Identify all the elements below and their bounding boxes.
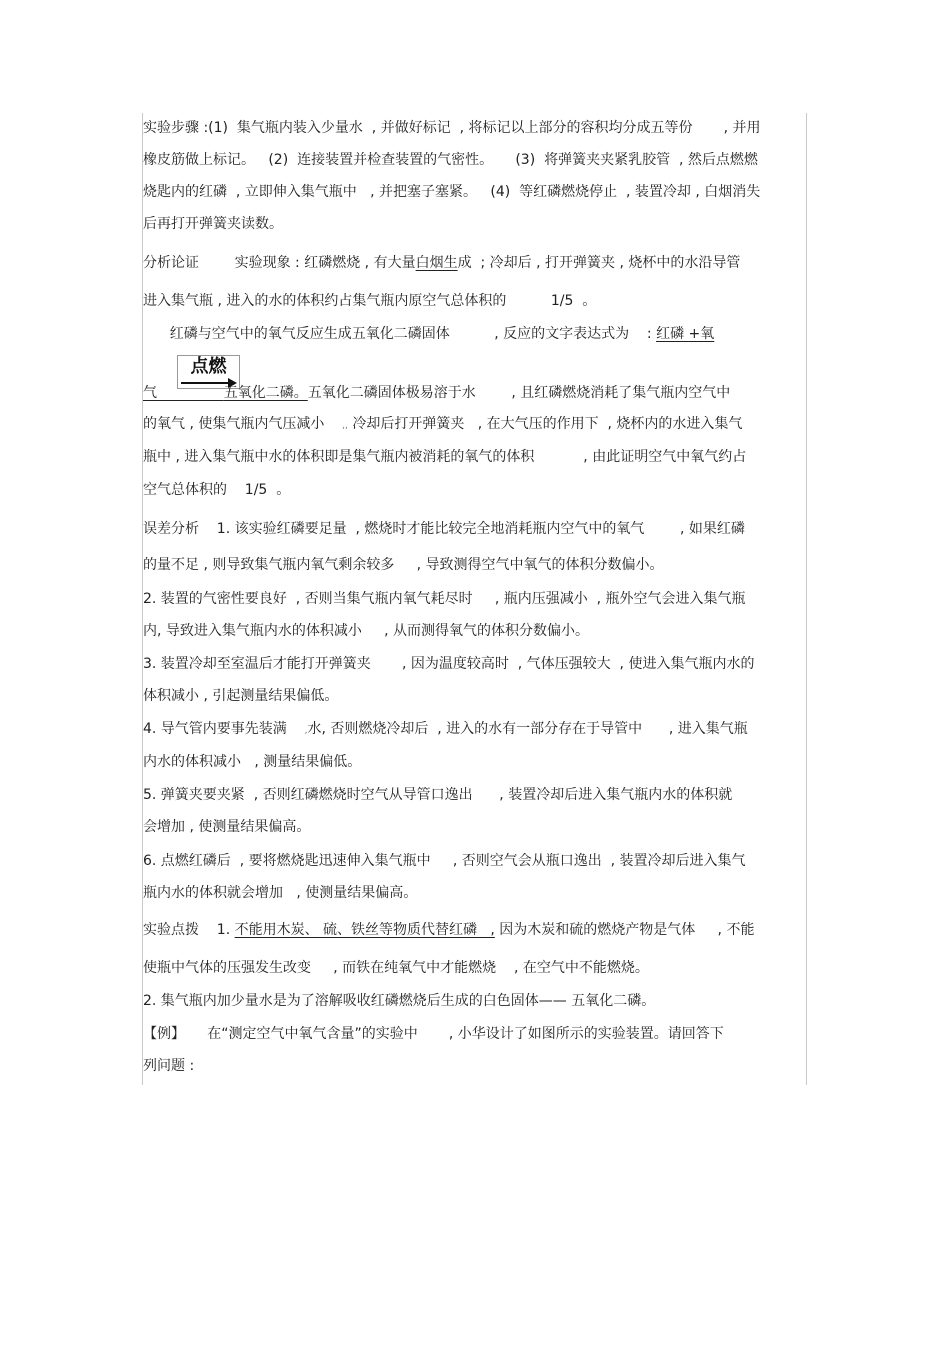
error-line-5: 3. 装置冷却至室温后才能打开弹簧夹 , 因为温度较高时 , 气体压强较大 , 使进入集气瓶内水的 — [143, 656, 755, 672]
tips-line-2: 使瓶中气体的压强发生改变 , 而铁在纯氧气中才能燃烧 , 在空气中不能燃烧。 — [143, 960, 649, 976]
steps-line-2: 橡皮筋做上标记。 (2) 连接装置并检查装置的气密性。 (3) 将弹簧夹夹紧乳胶管 , 然后点燃燃 — [143, 152, 758, 168]
error-line-8: 内水的体积减小 , 测量结果偏低。 — [143, 754, 362, 770]
error-line-3: 2. 装置的气密性要良好 , 否则当集气瓶内氧气耗尽时 , 瓶内压强减小 , 瓶外空气会进入集气瓶 — [143, 591, 746, 607]
error-line-7 — [143, 720, 748, 740]
analysis-line-1 — [143, 254, 740, 272]
analysis-line-3 — [143, 325, 714, 343]
example-line-2: 列问题 : — [143, 1058, 195, 1074]
analysis-text: 分析论证 实验现象 : 红磷燃烧 , 有大量 — [143, 255, 416, 271]
underlined-answer: 气 — [143, 385, 224, 401]
analysis-text: 红磷与空气中的氧气反应生成五氧化二磷固体 , 反应的文字表达式为 : — [143, 326, 657, 342]
analysis-line-5 — [143, 415, 742, 435]
underlined-answer: 白烟生 — [415, 255, 458, 271]
steps-line-3: 烧匙内的红磷 , 立即伸入集气瓶中 , 并把塞子塞紧。 (4) 等红磷燃烧停止 , 装置冷却 , 白烟消失 — [143, 184, 761, 200]
steps-line-1: 实验步骤 :(1) 集气瓶内装入少量水 , 并做好标记 , 将标记以上部分的容积均分成五等份 , 并用 — [143, 120, 761, 136]
tips-text: 实验点拨 1. — [143, 922, 235, 938]
error-line-1: 误差分析 1. 该实验红磷要足量 , 燃烧时才能比较完全地消耗瓶内空气中的氧气 , 如果红磷 — [143, 521, 745, 537]
error-line-12: 瓶内水的体积就会增加 , 使测量结果偏高。 — [143, 885, 418, 901]
error-text: 4. 导气管内要事先装满 — [143, 721, 305, 737]
error-line-6: 体积减小 , 引起测量结果偏低。 — [143, 688, 339, 704]
tips-line-3: 2. 集气瓶内加少量水是为了溶解吸收红磷燃烧后生成的白色固体—— 五氧化二磷。 — [143, 993, 656, 1009]
underlined-answer: 不能用木炭、 硫、铁丝等物质代替红磷 , — [234, 922, 495, 938]
analysis-line-7: 空气总体积的 1/5 。 — [143, 482, 291, 498]
analysis-line-6: 瓶中 , 进入集气瓶中水的体积即是集气瓶内被消耗的氧气的体积 , 由此证明空气中氧气约占 — [143, 449, 747, 465]
error-text: 水, 否则燃烧冷却后 , 进入的水有一部分存在于导管中 , 进入集气瓶 — [307, 721, 748, 737]
error-line-10: 会增加 , 使测量结果偏高。 — [143, 819, 311, 835]
error-line-9: 5. 弹簧夹要夹紧 , 否则红磷燃烧时空气从导管口逸出 , 装置冷却后进入集气瓶内水的体积就 — [143, 787, 733, 803]
underlined-answer: 红磷 +氧 — [656, 326, 715, 342]
error-line-4: 内, 导致进入集气瓶内水的体积减小 , 从而测得氧气的体积分数偏小。 — [143, 623, 590, 639]
stray-marks: , — [304, 726, 308, 736]
ignition-label: 点燃 — [190, 356, 227, 377]
error-line-11: 6. 点燃红磷后 , 要将燃烧匙迅速伸入集气瓶中 , 否则空气会从瓶口逸出 , 装置冷却后进入集气 — [143, 853, 746, 869]
example-line-1: 【例】 在“测定空气中氧气含量”的实验中 , 小华设计了如图所示的实验装置。请回答下 — [143, 1026, 724, 1042]
analysis-text: 冷却后打开弹簧夹 , 在大气压的作用下 , 烧杯内的水进入集气 — [347, 416, 743, 432]
analysis-line-2: 进入集气瓶 , 进入的水的体积约占集气瓶内原空气总体积的 1/5 。 — [143, 293, 597, 309]
error-line-2: 的量不足 , 则导致集气瓶内氧气剩余较多 , 导致测得空气中氧气的体积分数偏小。 — [143, 557, 664, 573]
stray-marks: ,, — [342, 421, 348, 431]
tips-text: 因为木炭和硫的燃烧产物是气体 , 不能 — [494, 922, 755, 938]
underlined-answer: 五氧化二磷。 — [223, 385, 308, 401]
tips-line-1 — [143, 921, 754, 939]
steps-line-4: 后再打开弹簧夹读数。 — [143, 216, 283, 232]
analysis-text: 的氧气 , 使集气瓶内气压减小 — [143, 416, 343, 432]
analysis-line-4 — [143, 384, 730, 402]
analysis-text: 五氧化二磷固体极易溶于水 , 且红磷燃烧消耗了集气瓶内空气中 — [307, 385, 731, 401]
analysis-text: 成 ; 冷却后 , 打开弹簧夹 , 烧杯中的水沿导管 — [457, 255, 741, 271]
